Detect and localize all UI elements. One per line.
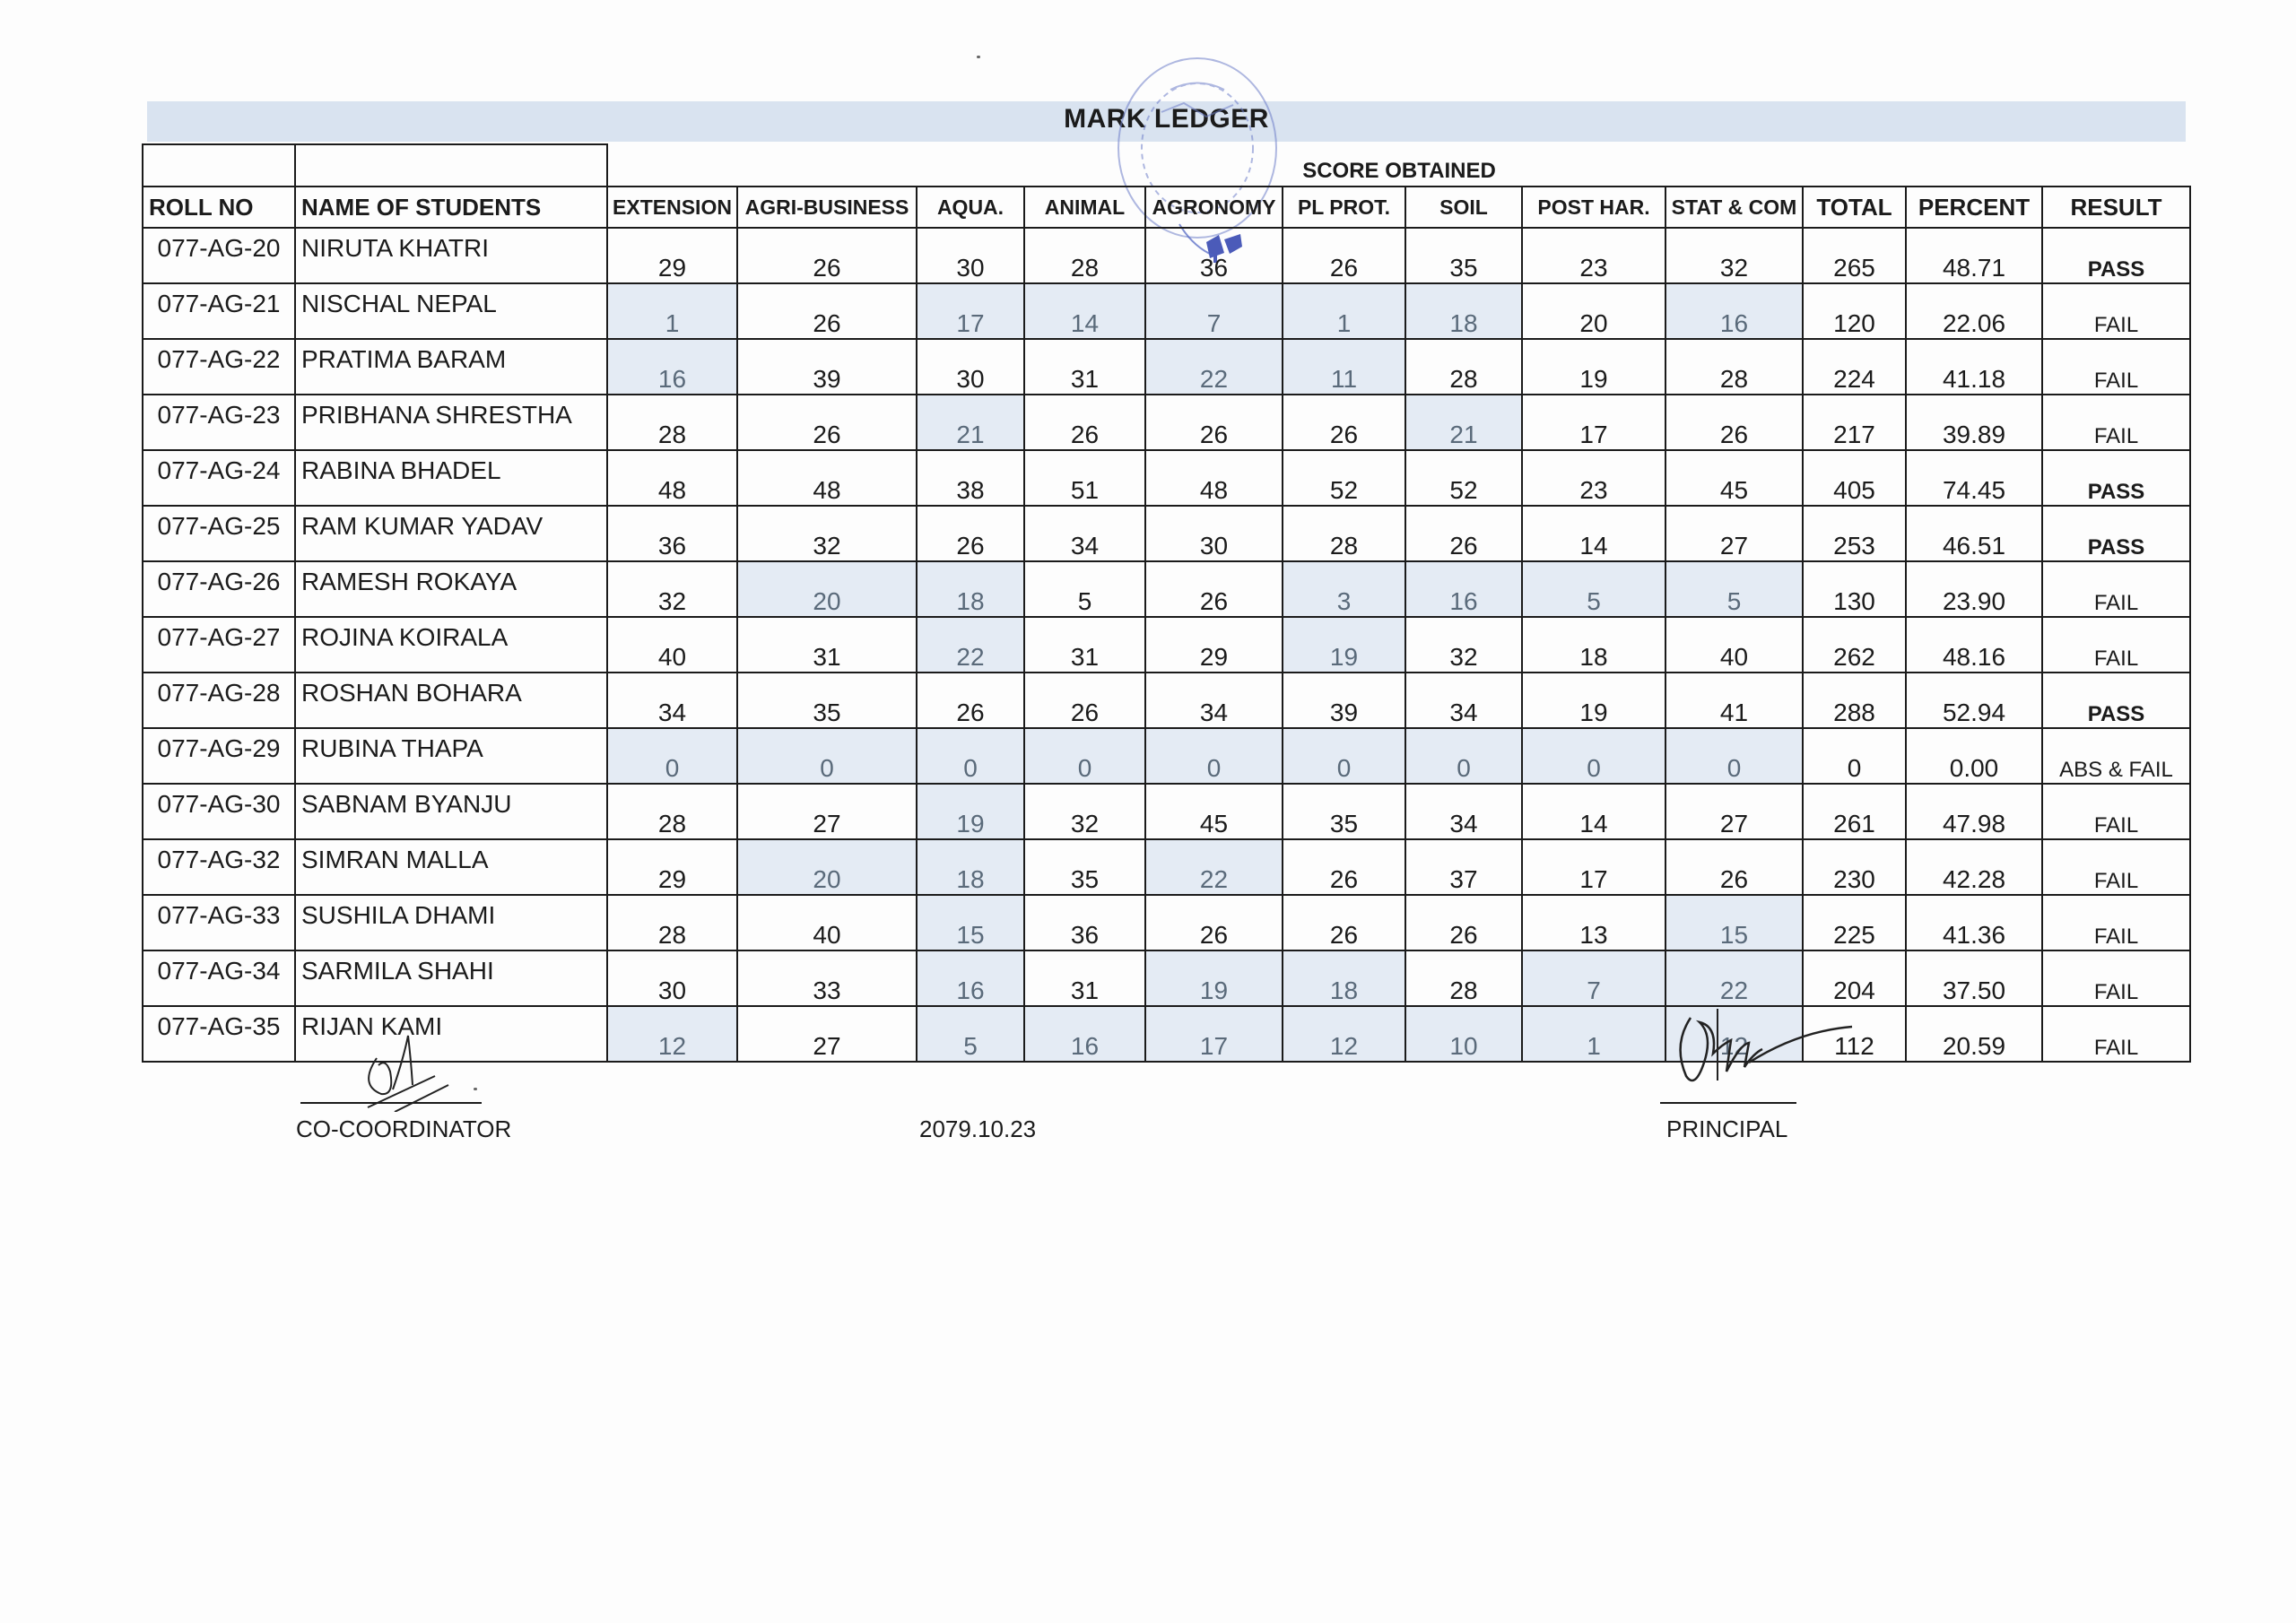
score-cell: 40	[607, 617, 737, 673]
ink-dot	[474, 1088, 477, 1090]
score-cell: 26	[917, 673, 1024, 728]
score-cell: 27	[1665, 784, 1803, 839]
score-cell: 34	[1024, 506, 1145, 561]
result-cell: FAIL	[2042, 950, 2190, 1006]
score-cell: 40	[737, 895, 917, 950]
percent-cell: 46.51	[1906, 506, 2042, 561]
score-cell: 21	[917, 395, 1024, 450]
score-cell: 18	[1522, 617, 1665, 673]
result-cell: FAIL	[2042, 395, 2190, 450]
roll-no-cell: 077-AG-30	[143, 784, 295, 839]
score-cell: 28	[1405, 950, 1522, 1006]
score-cell: 26	[1665, 839, 1803, 895]
score-cell: 23	[1522, 450, 1665, 506]
result-header: RESULT	[2042, 187, 2190, 228]
score-cell: 52	[1283, 450, 1405, 506]
score-cell: 17	[1145, 1006, 1283, 1062]
score-cell: 15	[917, 895, 1024, 950]
co-coordinator-signature-icon	[341, 1022, 493, 1112]
score-cell: 17	[1522, 395, 1665, 450]
table-row	[143, 728, 2190, 784]
score-cell: 30	[1145, 506, 1283, 561]
score-cell: 26	[737, 395, 917, 450]
score-cell: 7	[1522, 950, 1665, 1006]
table-row	[143, 895, 2190, 950]
score-cell: 19	[1283, 617, 1405, 673]
score-cell: 31	[1024, 617, 1145, 673]
roll-no-cell: 077-AG-28	[143, 673, 295, 728]
score-cell: 23	[1522, 228, 1665, 283]
score-cell: 26	[1024, 673, 1145, 728]
score-cell: 17	[1522, 839, 1665, 895]
subject-header: ANIMAL	[1024, 187, 1145, 228]
roll-no-header: ROLL NO	[143, 187, 295, 228]
score-cell: 0	[1283, 728, 1405, 784]
score-cell: 48	[1145, 450, 1283, 506]
result-cell: ABS & FAIL	[2042, 728, 2190, 784]
score-cell: 16	[1024, 1006, 1145, 1062]
result-cell: PASS	[2042, 673, 2190, 728]
score-cell: 26	[1405, 506, 1522, 561]
table-row	[143, 839, 2190, 895]
roll-no-cell: 077-AG-33	[143, 895, 295, 950]
score-cell: 0	[737, 728, 917, 784]
score-cell: 30	[917, 228, 1024, 283]
score-cell: 29	[1145, 617, 1283, 673]
table-row	[143, 228, 2190, 283]
subject-header: SOIL	[1405, 187, 1522, 228]
co-coordinator-label: CO-COORDINATOR	[296, 1115, 512, 1142]
total-cell: 253	[1803, 506, 1906, 561]
roll-no-cell: 077-AG-29	[143, 728, 295, 784]
student-name-cell: SIMRAN MALLA	[295, 839, 607, 895]
score-cell: 3	[1283, 561, 1405, 617]
score-cell: 0	[1145, 728, 1283, 784]
score-cell: 28	[607, 784, 737, 839]
percent-cell: 48.71	[1906, 228, 2042, 283]
score-cell: 19	[1145, 950, 1283, 1006]
score-cell: 36	[1024, 895, 1145, 950]
score-cell: 26	[1665, 395, 1803, 450]
score-cell: 11	[1283, 339, 1405, 395]
result-cell: FAIL	[2042, 784, 2190, 839]
student-name-cell: RABINA BHADEL	[295, 450, 607, 506]
score-cell: 28	[607, 895, 737, 950]
score-cell: 26	[737, 283, 917, 339]
total-cell: 230	[1803, 839, 1906, 895]
table-row	[143, 617, 2190, 673]
score-cell: 35	[1024, 839, 1145, 895]
student-name-cell: SABNAM BYANJU	[295, 784, 607, 839]
student-name-cell: NISCHAL NEPAL	[295, 283, 607, 339]
table-row	[143, 784, 2190, 839]
score-obtained-header: SCORE OBTAINED	[607, 144, 2190, 187]
score-cell: 19	[1522, 673, 1665, 728]
score-cell: 35	[737, 673, 917, 728]
header-top-row	[143, 144, 2190, 187]
score-cell: 36	[607, 506, 737, 561]
roll-no-cell: 077-AG-22	[143, 339, 295, 395]
score-cell: 22	[1665, 950, 1803, 1006]
co-coordinator-signature-line	[300, 1102, 482, 1104]
percent-cell: 0.00	[1906, 728, 2042, 784]
subject-header: AQUA.	[917, 187, 1024, 228]
student-name-cell: NIRUTA KHATRI	[295, 228, 607, 283]
score-cell: 13	[1522, 895, 1665, 950]
score-cell: 34	[1405, 673, 1522, 728]
score-cell: 12	[607, 1006, 737, 1062]
score-cell: 45	[1665, 450, 1803, 506]
student-name-cell: ROJINA KOIRALA	[295, 617, 607, 673]
roll-no-cell: 077-AG-34	[143, 950, 295, 1006]
score-cell: 15	[1665, 895, 1803, 950]
table-row	[143, 561, 2190, 617]
score-cell: 26	[1145, 561, 1283, 617]
score-cell: 16	[917, 950, 1024, 1006]
percent-cell: 41.18	[1906, 339, 2042, 395]
score-cell: 26	[1405, 895, 1522, 950]
score-cell: 14	[1024, 283, 1145, 339]
table-row	[143, 506, 2190, 561]
score-cell: 7	[1145, 283, 1283, 339]
blank-cell	[143, 144, 295, 187]
student-name-cell: SARMILA SHAHI	[295, 950, 607, 1006]
score-cell: 5	[1522, 561, 1665, 617]
score-cell: 40	[1665, 617, 1803, 673]
roll-no-cell: 077-AG-21	[143, 283, 295, 339]
score-cell: 41	[1665, 673, 1803, 728]
roll-no-cell: 077-AG-26	[143, 561, 295, 617]
table-row	[143, 450, 2190, 506]
subject-header: POST HAR.	[1522, 187, 1665, 228]
result-cell: FAIL	[2042, 617, 2190, 673]
score-cell: 0	[1522, 728, 1665, 784]
table-row	[143, 283, 2190, 339]
percent-header: PERCENT	[1906, 187, 2042, 228]
score-cell: 16	[1405, 561, 1522, 617]
page-title: MARK LEDGER	[1064, 104, 1269, 134]
percent-cell: 23.90	[1906, 561, 2042, 617]
total-cell: 405	[1803, 450, 1906, 506]
total-cell: 0	[1803, 728, 1906, 784]
score-cell: 33	[737, 950, 917, 1006]
score-cell: 26	[1024, 395, 1145, 450]
score-cell: 34	[1405, 784, 1522, 839]
score-cell: 22	[1145, 339, 1283, 395]
result-cell: FAIL	[2042, 339, 2190, 395]
score-cell: 52	[1405, 450, 1522, 506]
score-cell: 34	[1145, 673, 1283, 728]
score-cell: 51	[1024, 450, 1145, 506]
subject-header: STAT & COM	[1665, 187, 1803, 228]
score-cell: 27	[1665, 506, 1803, 561]
result-cell: FAIL	[2042, 839, 2190, 895]
percent-cell: 47.98	[1906, 784, 2042, 839]
score-cell: 26	[737, 228, 917, 283]
total-cell: 288	[1803, 673, 1906, 728]
result-cell: FAIL	[2042, 283, 2190, 339]
score-cell: 27	[737, 1006, 917, 1062]
roll-no-cell: 077-AG-32	[143, 839, 295, 895]
score-cell: 18	[917, 839, 1024, 895]
score-cell: 1	[1522, 1006, 1665, 1062]
score-cell: 22	[1145, 839, 1283, 895]
principal-signature-line	[1660, 1102, 1796, 1104]
score-cell: 1	[1283, 283, 1405, 339]
total-cell: 217	[1803, 395, 1906, 450]
roll-no-cell: 077-AG-35	[143, 1006, 295, 1062]
table-row	[143, 339, 2190, 395]
student-name-cell: RAM KUMAR YADAV	[295, 506, 607, 561]
subject-header: PL PROT.	[1283, 187, 1405, 228]
result-cell: FAIL	[2042, 895, 2190, 950]
score-cell: 32	[1024, 784, 1145, 839]
score-cell: 12	[1665, 1006, 1803, 1062]
score-cell: 21	[1405, 395, 1522, 450]
student-name-cell: PRIBHANA SHRESTHA	[295, 395, 607, 450]
score-cell: 26	[1283, 228, 1405, 283]
blank-cell	[295, 144, 607, 187]
score-cell: 28	[1024, 228, 1145, 283]
score-cell: 34	[607, 673, 737, 728]
score-cell: 20	[737, 561, 917, 617]
score-cell: 27	[737, 784, 917, 839]
principal-signature-icon	[1664, 991, 1861, 1098]
score-cell: 19	[917, 784, 1024, 839]
student-name-cell: ROSHAN BOHARA	[295, 673, 607, 728]
score-cell: 26	[917, 506, 1024, 561]
result-cell: PASS	[2042, 228, 2190, 283]
score-cell: 30	[607, 950, 737, 1006]
roll-no-cell: 077-AG-27	[143, 617, 295, 673]
score-cell: 28	[607, 395, 737, 450]
score-cell: 26	[1283, 395, 1405, 450]
percent-cell: 37.50	[1906, 950, 2042, 1006]
score-cell: 37	[1405, 839, 1522, 895]
percent-cell: 39.89	[1906, 395, 2042, 450]
score-cell: 5	[917, 1006, 1024, 1062]
score-cell: 0	[1405, 728, 1522, 784]
score-cell: 31	[737, 617, 917, 673]
total-cell: 224	[1803, 339, 1906, 395]
score-cell: 38	[917, 450, 1024, 506]
roll-no-cell: 077-AG-25	[143, 506, 295, 561]
score-cell: 12	[1283, 1006, 1405, 1062]
result-cell: FAIL	[2042, 1006, 2190, 1062]
score-cell: 31	[1024, 950, 1145, 1006]
score-cell: 17	[917, 283, 1024, 339]
column-header-row	[143, 187, 2190, 228]
percent-cell: 52.94	[1906, 673, 2042, 728]
score-cell: 18	[1283, 950, 1405, 1006]
scan-speck	[977, 56, 980, 58]
ledger-body	[143, 228, 2190, 1062]
student-name-cell: RAMESH ROKAYA	[295, 561, 607, 617]
score-cell: 18	[917, 561, 1024, 617]
subject-header: EXTENSION	[607, 187, 737, 228]
score-cell: 14	[1522, 506, 1665, 561]
score-cell: 0	[1024, 728, 1145, 784]
student-name-header: NAME OF STUDENTS	[295, 187, 607, 228]
score-cell: 28	[1665, 339, 1803, 395]
total-cell: 261	[1803, 784, 1906, 839]
subject-header: AGRONOMY	[1145, 187, 1283, 228]
student-name-cell: RIJAN KAMI	[295, 1006, 607, 1062]
score-cell: 32	[1665, 228, 1803, 283]
score-cell: 32	[607, 561, 737, 617]
score-cell: 16	[607, 339, 737, 395]
student-name-cell: SUSHILA DHAMI	[295, 895, 607, 950]
score-cell: 39	[737, 339, 917, 395]
score-cell: 14	[1522, 784, 1665, 839]
total-cell: 112	[1803, 1006, 1906, 1062]
percent-cell: 20.59	[1906, 1006, 2042, 1062]
score-cell: 26	[1283, 895, 1405, 950]
table-row	[143, 950, 2190, 1006]
score-cell: 1	[607, 283, 737, 339]
percent-cell: 42.28	[1906, 839, 2042, 895]
score-cell: 29	[607, 839, 737, 895]
score-cell: 35	[1283, 784, 1405, 839]
percent-cell: 22.06	[1906, 283, 2042, 339]
score-cell: 39	[1283, 673, 1405, 728]
percent-cell: 74.45	[1906, 450, 2042, 506]
score-cell: 5	[1665, 561, 1803, 617]
principal-label: PRINCIPAL	[1666, 1115, 1788, 1142]
score-cell: 5	[1024, 561, 1145, 617]
score-cell: 16	[1665, 283, 1803, 339]
signed-date: 2079.10.23	[919, 1115, 1037, 1142]
score-cell: 10	[1405, 1006, 1522, 1062]
score-cell: 18	[1405, 283, 1522, 339]
score-cell: 0	[917, 728, 1024, 784]
total-cell: 262	[1803, 617, 1906, 673]
mark-ledger-table	[142, 143, 2191, 1063]
result-cell: PASS	[2042, 506, 2190, 561]
score-cell: 26	[1145, 895, 1283, 950]
score-cell: 22	[917, 617, 1024, 673]
score-cell: 35	[1405, 228, 1522, 283]
score-cell: 48	[607, 450, 737, 506]
score-cell: 28	[1405, 339, 1522, 395]
score-cell: 31	[1024, 339, 1145, 395]
score-cell: 20	[737, 839, 917, 895]
score-cell: 32	[737, 506, 917, 561]
roll-no-cell: 077-AG-20	[143, 228, 295, 283]
total-cell: 130	[1803, 561, 1906, 617]
score-cell: 36	[1145, 228, 1283, 283]
score-cell: 20	[1522, 283, 1665, 339]
subject-header: AGRI-BUSINESS	[737, 187, 917, 228]
total-cell: 225	[1803, 895, 1906, 950]
roll-no-cell: 077-AG-23	[143, 395, 295, 450]
score-cell: 19	[1522, 339, 1665, 395]
total-header: TOTAL	[1803, 187, 1906, 228]
roll-no-cell: 077-AG-24	[143, 450, 295, 506]
student-name-cell: RUBINA THAPA	[295, 728, 607, 784]
student-name-cell: PRATIMA BARAM	[295, 339, 607, 395]
total-cell: 120	[1803, 283, 1906, 339]
table-row	[143, 673, 2190, 728]
total-cell: 204	[1803, 950, 1906, 1006]
result-cell: PASS	[2042, 450, 2190, 506]
score-cell: 0	[607, 728, 737, 784]
score-cell: 48	[737, 450, 917, 506]
result-cell: FAIL	[2042, 561, 2190, 617]
score-cell: 28	[1283, 506, 1405, 561]
score-cell: 0	[1665, 728, 1803, 784]
table-row	[143, 395, 2190, 450]
score-cell: 29	[607, 228, 737, 283]
total-cell: 265	[1803, 228, 1906, 283]
score-cell: 30	[917, 339, 1024, 395]
percent-cell: 48.16	[1906, 617, 2042, 673]
percent-cell: 41.36	[1906, 895, 2042, 950]
score-cell: 45	[1145, 784, 1283, 839]
score-cell: 26	[1145, 395, 1283, 450]
score-cell: 26	[1283, 839, 1405, 895]
score-cell: 32	[1405, 617, 1522, 673]
